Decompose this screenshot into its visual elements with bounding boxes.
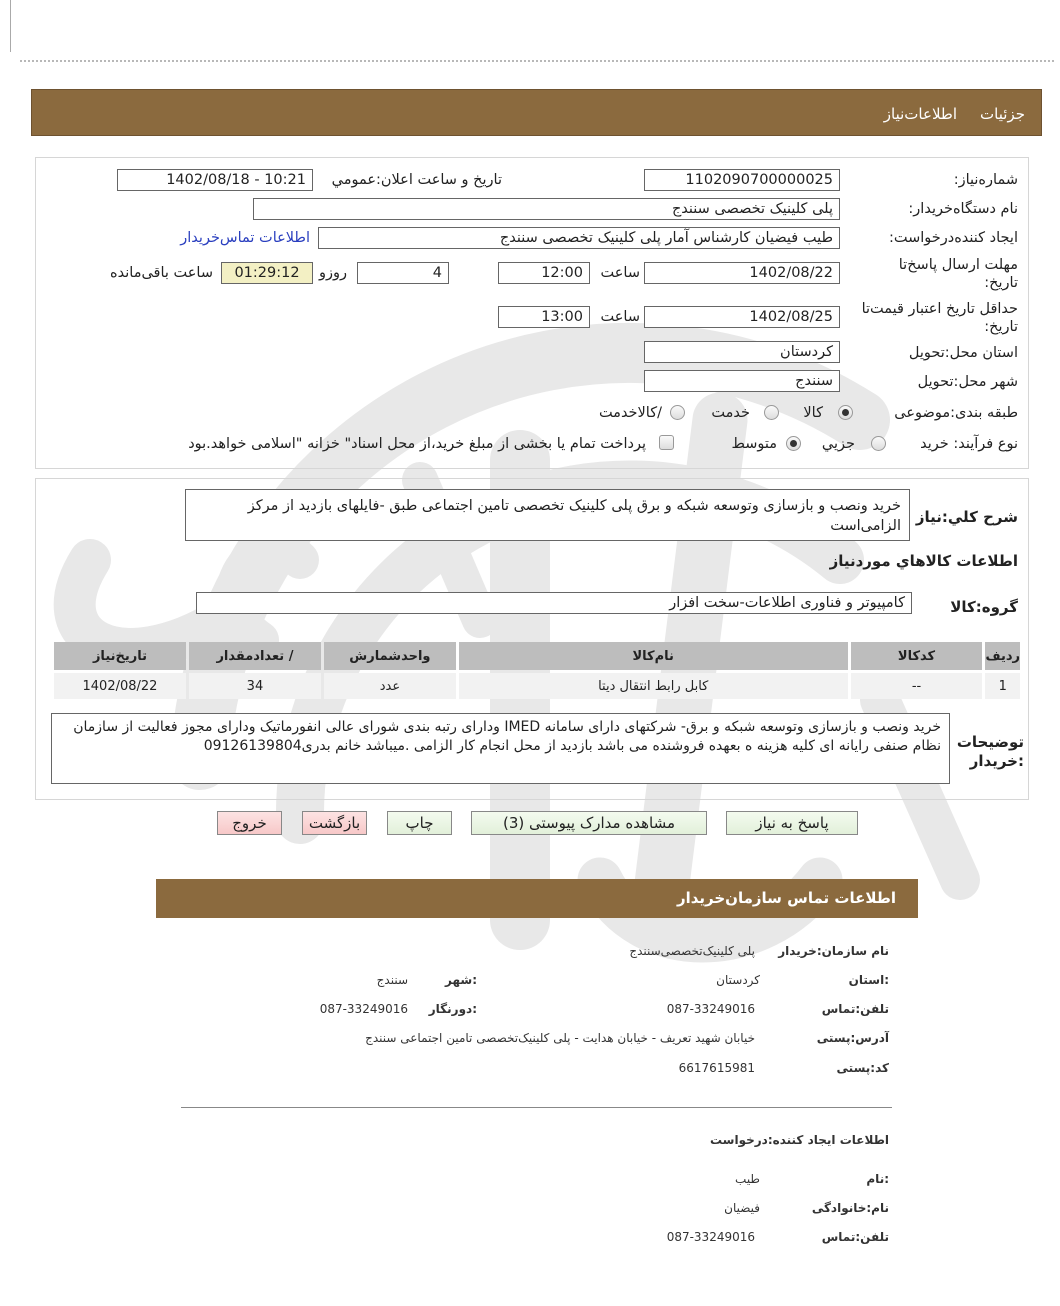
city-contact-value: سنندج xyxy=(376,973,408,987)
remaining-label: ساعت باقی‌مانده xyxy=(110,265,213,281)
category-label: طبقه بندی:موضوعی xyxy=(894,405,1018,421)
need-number-label: شماره‌نیاز: xyxy=(953,172,1018,188)
creator-family-label: نام:خانوادگی xyxy=(811,1201,889,1215)
province-contact-label: :استان xyxy=(848,973,889,987)
province-contact-value: کردستان xyxy=(716,973,760,987)
city-field: سنندج xyxy=(644,370,840,392)
buyer-notes-label-2: :خریدار xyxy=(969,752,1024,770)
validity-hour-label: ساعت xyxy=(600,309,640,325)
province-field: کردستان xyxy=(644,341,840,363)
goods-table xyxy=(51,639,1023,702)
process-medium-radio[interactable] xyxy=(786,436,801,451)
treasury-payment-label: پرداخت تمام یا بخشی از مبلغ خرید،از محل اسناد" خزانه "اسلامی خواهد.بود xyxy=(188,436,646,452)
tab-need-info[interactable]: اطلاعات‌نیاز xyxy=(883,105,957,123)
cell-goods-name: کابل رابط انتقال دیتا xyxy=(459,673,848,699)
postal-code-value: 6617615981 xyxy=(678,1061,755,1075)
summary-label: شرح کلي:نیاز xyxy=(915,508,1018,526)
deadline-label-2: تاریخ: xyxy=(984,275,1018,291)
validity-label-2: تاریخ: xyxy=(984,319,1018,335)
goods-info-title: اطلاعات کالاهاي موردنیاز xyxy=(829,552,1018,570)
cell-need-date: 1402/08/22 xyxy=(54,673,186,699)
cell-quantity: 34 xyxy=(189,673,321,699)
cell-unit: عدد xyxy=(324,673,456,699)
col-row-number: ردیف xyxy=(985,642,1020,670)
treasury-payment-checkbox[interactable] xyxy=(659,435,674,450)
process-label: نوع فرآیند: خرید xyxy=(920,436,1018,452)
contact-title: اطلاعات تماس سازمان‌خریدار xyxy=(676,889,896,907)
city-label: شهر محل:تحویل xyxy=(917,374,1018,390)
col-quantity: / تعدادمقدار xyxy=(189,642,321,670)
col-unit: واحدشمارش xyxy=(324,642,456,670)
buyer-notes-text: خرید ونصب و بازسازی وتوسعه شبکه و برق- شرکتهای دارای سامانه IMED ودارای رتبه بندی شورای عالی انفورماتیک ودارای مجوز فعالیت از سازمان نظام صنفی رایانه ای کلیه هزینه ه بعهده فروشنده می باشد بازدید از محل انجام کار الزامی .میباشد خانم بدری09126139804 xyxy=(51,713,950,784)
address-label: آدرس:پستی xyxy=(816,1031,889,1045)
buyer-contact-link[interactable]: اطلاعات تماس‌خریدار xyxy=(180,230,310,246)
summary-text: خرید ونصب و بازسازی وتوسعه شبکه و برق پلی کلینیک تخصصی تامین اجتماعی طبق -فایلهای بازدید از مرکز الزامی‌است xyxy=(185,489,910,541)
org-value: پلی کلینیک‌تخصصی‌سنندج xyxy=(629,944,755,958)
process-partial-radio[interactable] xyxy=(871,436,886,451)
fax-label: :دورنگار xyxy=(428,1002,477,1016)
need-number-field: 1102090700000025 xyxy=(644,169,840,191)
category-goods-radio[interactable] xyxy=(838,405,853,420)
view-documents-button[interactable]: مشاهده مدارک پیوستی (3) xyxy=(471,811,707,835)
address-value: خیابان شهید تعریف - خیابان هدایت - پلی کلینیک‌تخصصی تامین اجتماعی سنندج xyxy=(365,1031,755,1045)
city-contact-label: :شهر xyxy=(445,973,477,987)
province-label: استان محل:تحویل xyxy=(908,345,1018,361)
cell-goods-code: -- xyxy=(851,673,983,699)
validity-time-field: 13:00 xyxy=(498,306,590,328)
goods-group-field: کامپیوتر و فناوری اطلاعات-سخت افزار xyxy=(196,592,912,614)
validity-date-field: 1402/08/25 xyxy=(644,306,840,328)
buyer-field: پلی کلینیک تخصصی سنندج xyxy=(253,198,840,220)
category-goods-label: کالا xyxy=(803,405,823,421)
org-label: نام سازمان:خریدار xyxy=(778,944,889,958)
top-divider xyxy=(20,60,1054,62)
deadline-label-1: مهلت ارسال پاسخ‌تا xyxy=(898,257,1018,273)
col-need-date: تاریخ‌نیاز xyxy=(54,642,186,670)
process-medium-label: متوسط xyxy=(731,436,777,452)
announce-date-field: 1402/08/18 - 10:21 xyxy=(117,169,313,191)
countdown-field: 01:29:12 xyxy=(221,262,313,284)
phone-label: تلفن:تماس xyxy=(821,1002,889,1016)
deadline-time-field: 12:00 xyxy=(498,262,590,284)
validity-label-1: حداقل تاریخ اعتبار قیمت‌تا xyxy=(861,301,1018,317)
goods-group-label: گروه:کالا xyxy=(950,598,1018,616)
table-row xyxy=(54,673,1020,699)
back-button[interactable]: بازگشت xyxy=(302,811,367,835)
reply-button[interactable]: پاسخ به نیاز xyxy=(726,811,858,835)
cell-row-number: 1 xyxy=(985,673,1020,699)
category-service-radio[interactable] xyxy=(764,405,779,420)
category-service-label: خدمت xyxy=(711,405,750,421)
buyer-notes-label-1: توضیحات xyxy=(956,733,1024,751)
process-partial-label: جزیي xyxy=(821,436,855,452)
creator-name-value: طیب xyxy=(735,1172,760,1186)
creator-info-title: اطلاعات ایجاد کننده:درخواست xyxy=(709,1133,889,1147)
contact-divider xyxy=(181,1107,892,1108)
col-goods-name: نام‌کالا xyxy=(459,642,848,670)
col-goods-code: کدکالا xyxy=(851,642,983,670)
creator-phone-value: 087-33249016 xyxy=(666,1230,755,1244)
deadline-hour-label: ساعت xyxy=(600,265,640,281)
creator-phone-label: تلفن:تماس xyxy=(821,1230,889,1244)
creator-field: طیب فیضیان کارشناس آمار پلی کلینیک تخصصی سنندج xyxy=(318,227,840,249)
days-label: روزو xyxy=(318,265,347,281)
announce-label: تاریخ و ساعت اعلان:عمومي xyxy=(331,172,502,188)
category-goods-service-radio[interactable] xyxy=(670,405,685,420)
fax-value: 087-33249016 xyxy=(319,1002,408,1016)
phone-value: 087-33249016 xyxy=(666,1002,755,1016)
exit-button[interactable]: خروج xyxy=(217,811,282,835)
tab-details[interactable]: جزئیات xyxy=(980,105,1025,123)
buyer-label: نام دستگاه‌خریدار: xyxy=(908,201,1018,217)
days-field: 4 xyxy=(357,262,449,284)
category-goods-service-label: /کالاخدمت xyxy=(598,405,662,421)
deadline-date-field: 1402/08/22 xyxy=(644,262,840,284)
print-button[interactable]: چاپ xyxy=(387,811,452,835)
postal-code-label: کد:پستی xyxy=(836,1061,889,1075)
table-header-row xyxy=(54,642,1020,670)
creator-family-value: فیضیان xyxy=(724,1201,760,1215)
creator-label: ایجاد کننده‌درخواست: xyxy=(889,230,1018,246)
top-scroll-indicator xyxy=(10,0,11,52)
creator-name-label: :نام xyxy=(866,1172,889,1186)
